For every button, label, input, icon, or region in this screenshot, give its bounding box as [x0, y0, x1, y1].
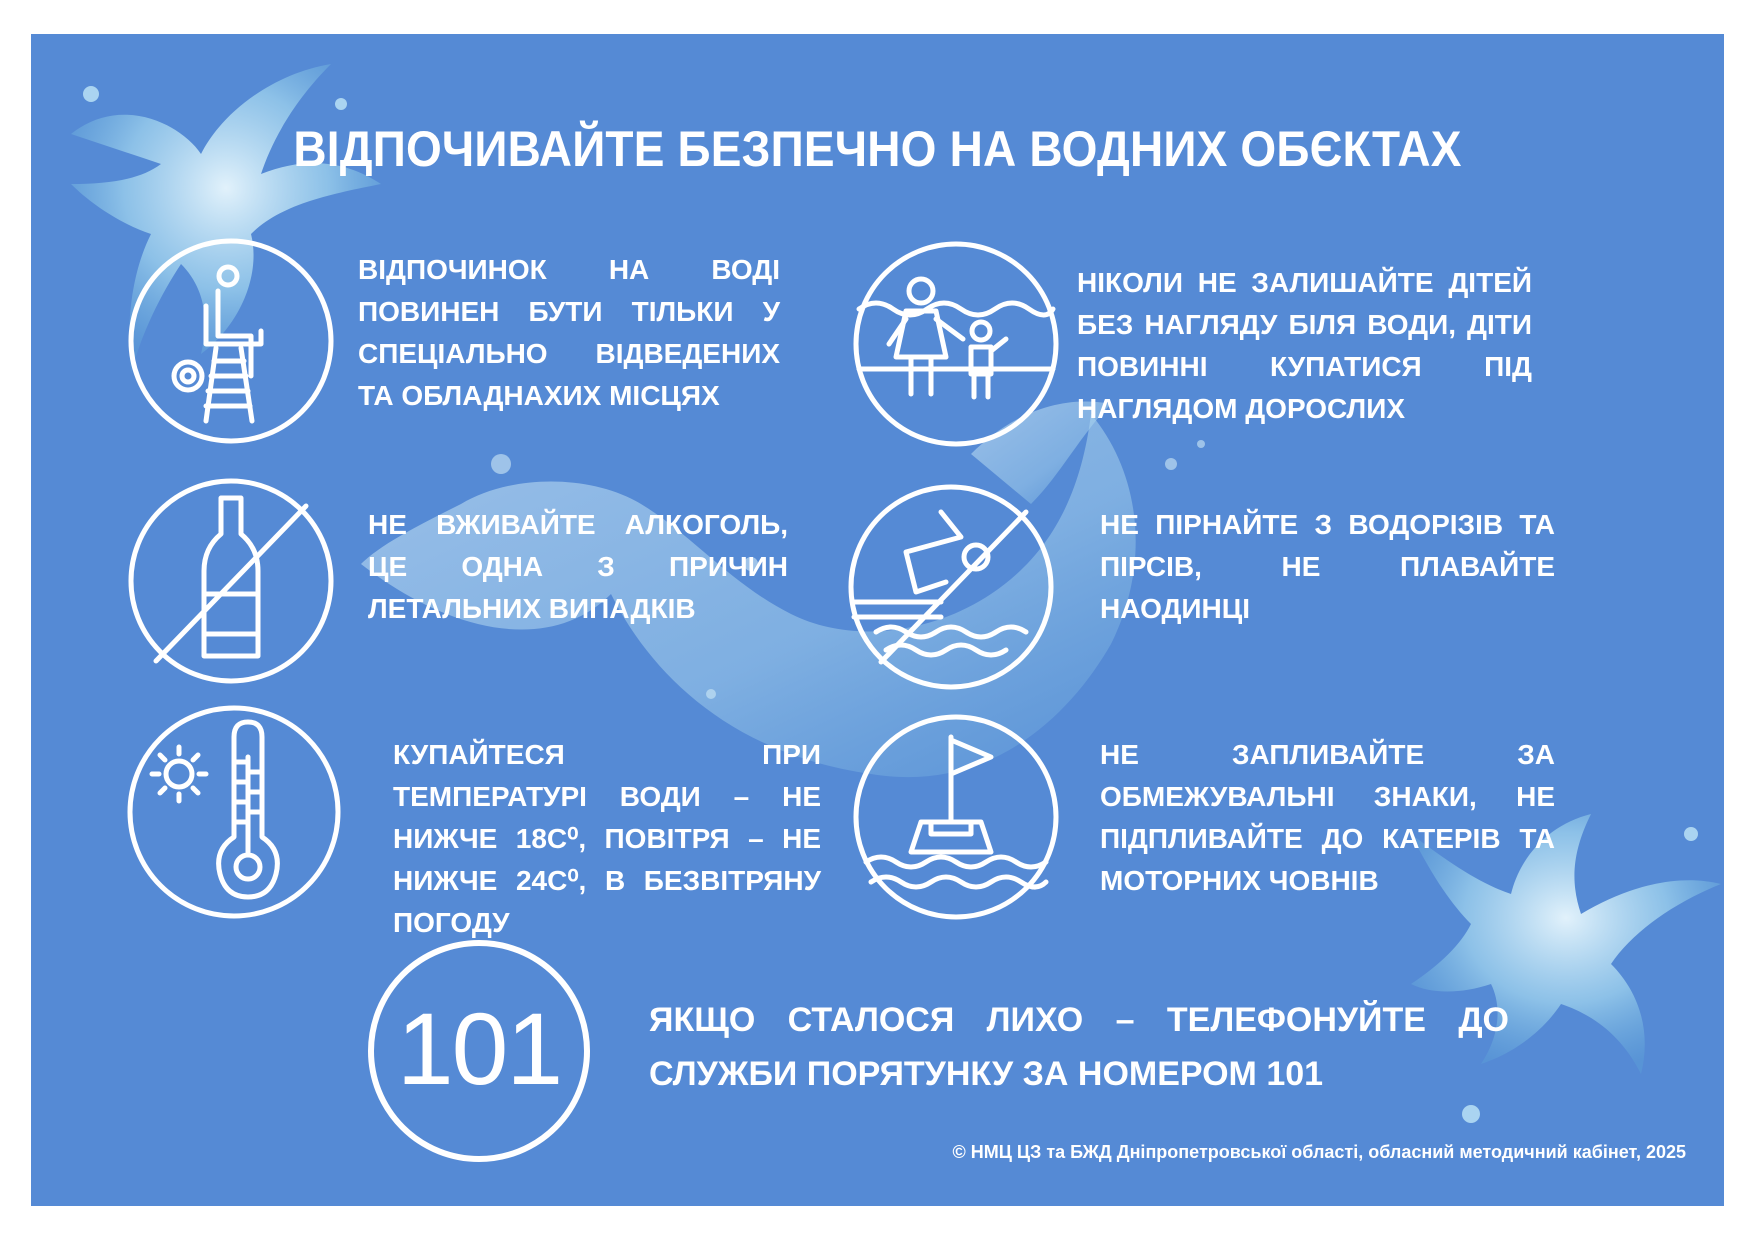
- emergency-text: ЯКЩО СТАЛОСЯ ЛИХО – ТЕЛЕФОНУЙТЕ ДО СЛУЖБИ ПОРЯТУНКУ ЗА НОМЕРОМ 101: [649, 1001, 1509, 1093]
- rule-text-2: НІКОЛИ НЕ ЗАЛИШАЙТЕ ДІТЕЙ БЕЗ НАГЛЯДУ БІЛЯ ВОДИ, ДІТИ ПОВИННІ КУПАТИСЯ ПІД НАГЛЯДОМ ДОРОСЛИХ: [1077, 267, 1532, 424]
- no-alcohol-icon: [126, 476, 336, 686]
- poster: [31, 34, 1724, 1206]
- rule-text-4: НЕ ПІРНАЙТЕ З ВОДОРІЗІВ ТА ПІРСІВ, НЕ ПЛАВАЙТЕ НАОДИНЦІ: [1100, 509, 1555, 624]
- buoy-flag-icon: [851, 712, 1061, 922]
- rule-text-3: НЕ ВЖИВАЙТЕ АЛКОГОЛЬ, ЦЕ ОДНА З ПРИЧИН ЛЕТАЛЬНИХ ВИПАДКІВ: [368, 509, 788, 624]
- page-title: ВІДПОЧИВАЙТЕ БЕЗПЕЧНО НА ВОДНИХ ОБЄКТАХ: [293, 121, 1462, 177]
- lifeguard-tower-icon: [126, 236, 336, 446]
- rule-text-1: ВІДПОЧИНОК НА ВОДІ ПОВИНЕН БУТИ ТІЛЬКИ У СПЕЦІАЛЬНО ВІДВЕДЕНИХ ТА ОБЛАДНАХИХ МІСЦЯХ: [358, 254, 780, 411]
- sun-thermometer-icon: [124, 702, 344, 922]
- copyright-text: © НМЦ ЦЗ та БЖД Дніпропетровської області, обласний методичний кабінет, 2025: [952, 1142, 1686, 1162]
- emergency-number: 101: [396, 992, 562, 1106]
- no-diving-icon: [846, 482, 1056, 692]
- rule-text-6: НЕ ЗАПЛИВАЙТЕ ЗА ОБМЕЖУВАЛЬНІ ЗНАКИ, НЕ ПІДПЛИВАЙТЕ ДО КАТЕРІВ ТА МОТОРНИХ ЧОВНІВ: [1100, 739, 1555, 896]
- adult-child-water-icon: [851, 239, 1061, 449]
- rule-text-5: КУПАЙТЕСЯ ПРИ ТЕМПЕРАТУРІ ВОДИ – НЕ НИЖЧЕ 18С⁰, ПОВІТРЯ – НЕ НИЖЧЕ 24С⁰, В БЕЗВІТРЯНУ ПОГОДУ: [393, 739, 821, 938]
